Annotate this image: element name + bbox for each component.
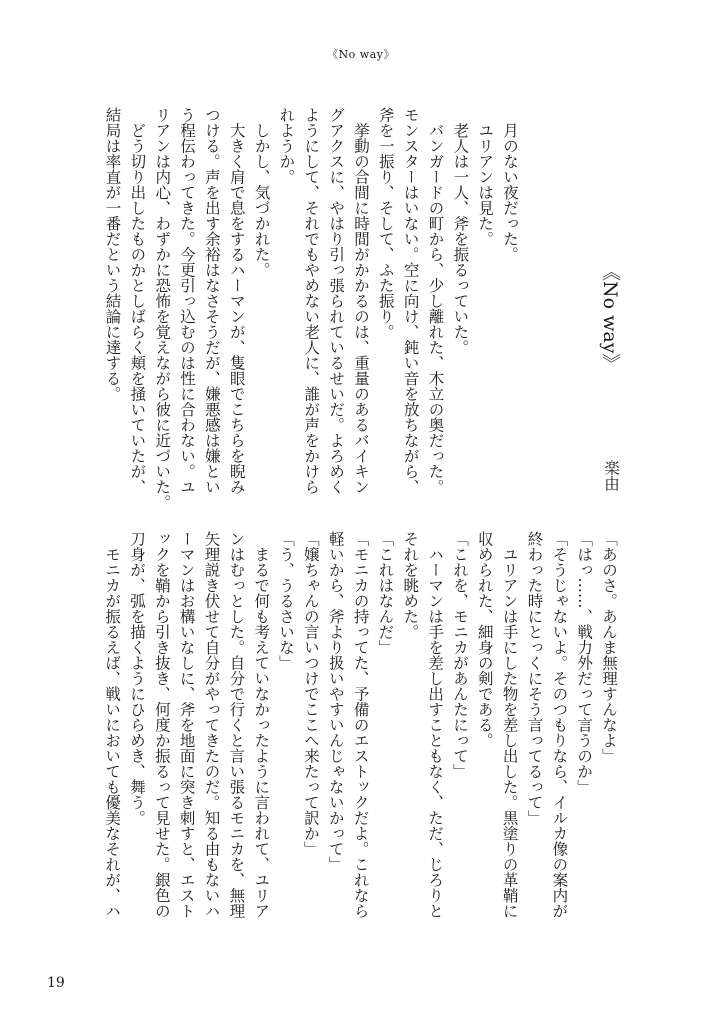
text-line: 「嬢ちゃんの言いつけでここへ来たって訳か」 (301, 531, 320, 857)
text-line: 老人は一人、斧を振るっていた。 (451, 107, 470, 355)
text-line: 矢理説き伏せて自分がやってきたのだ。知る由もないハ (202, 531, 221, 919)
text-line: 軽いから、斧より扱いやすいんじゃないかって」 (326, 531, 345, 872)
running-header-title: 《No way》 (327, 48, 395, 61)
text-line: まるで何も考えていなかったように言われて、ユリア (252, 531, 271, 919)
text-line: 「あのさ。あんま無理すんなよ」 (600, 531, 618, 764)
author-name: 楽由 (602, 460, 620, 491)
text-line: 「これを、モニカがあんたにって」 (450, 531, 469, 779)
story-title: 《No way》 (599, 262, 621, 373)
page-number: 19 (47, 975, 65, 991)
text-line: ンはむっとした。自分で行くと言い張るモニカを、無理 (227, 531, 246, 919)
text-line: 刀身が、弧を描くようにひらめき、舞う。 (127, 531, 146, 826)
text-line: 「モニカの持ってた、予備のエストックだよ。これなら (351, 531, 370, 919)
text-line: 「これはなんだ」 (376, 531, 395, 655)
text-line: 「う、うるさいな」 (277, 531, 296, 671)
text-line: ハーマンは手を差し出すこともなく、ただ、じろりと (426, 531, 445, 919)
text-line: 結局は率直が一番だという結論に達する。 (103, 107, 122, 402)
text-line: ーマンはお構いなしに、斧を地面に突き刺すと、エスト (177, 531, 196, 919)
text-line: 斧を一振り、そして、ふた振り。 (376, 107, 395, 340)
text-line: ユリアンは手にした物を差し出した。黒塗りの革鞘に (500, 531, 519, 919)
text-line: どう切り出したものかとしばらく頬を掻いていたが、 (128, 107, 147, 495)
text-line: 終わった時にとっくにそう言ってるって」 (525, 531, 544, 826)
text-line: 「そうじゃないよ。そのつもりなら、イルカ像の案内が (550, 531, 569, 919)
text-line: 挙動の合間に時間がかかるのは、重量のあるバイキン (351, 107, 370, 495)
text-line: 月のない夜だった。 (501, 107, 519, 262)
text-line: れようか。 (277, 107, 296, 185)
text-line: ようにして、それでもやめない老人に、誰が声をかけら (302, 107, 321, 495)
text-line: それを眺めた。 (401, 531, 420, 640)
text-line: リアンは内心、わずかに恐怖を覚えながら彼に近づいた。 (153, 107, 172, 510)
text-line: 「はっ……、戦力外だって言うのか」 (575, 531, 594, 795)
text-line: 大きく肩で息をするハーマンが、隻眼でこちらを睨み (227, 107, 246, 495)
text-line: つける。声を出す余裕はなさそうだが、嫌悪感は嫌とい (202, 107, 221, 495)
text-line: しかし、気づかれた。 (252, 107, 271, 278)
upper-text-block (99, 107, 522, 510)
text-line: ックを鞘から引き抜き、何度か振るって見せた。銀色の (152, 531, 171, 919)
lower-text-block (99, 531, 621, 926)
text-line: 収められた、細身の剣である。 (475, 531, 494, 748)
text-line: モンスターはいない。空に向け、鈍い音を放ちながら、 (401, 107, 420, 495)
text-line: ユリアンは見た。 (476, 107, 495, 247)
text-line: モニカが振るえば、戦いにおいても優美なそれが、ハ (103, 531, 122, 919)
text-line: う程伝わってきた。今更引っ込むのは性に合わない。ユ (178, 107, 197, 495)
text-line: バンガードの町から、少し離れた、木立の奥だった。 (426, 107, 445, 495)
text-line: グアクスに、やはり引っ張られているせいだ。よろめく (327, 107, 346, 495)
